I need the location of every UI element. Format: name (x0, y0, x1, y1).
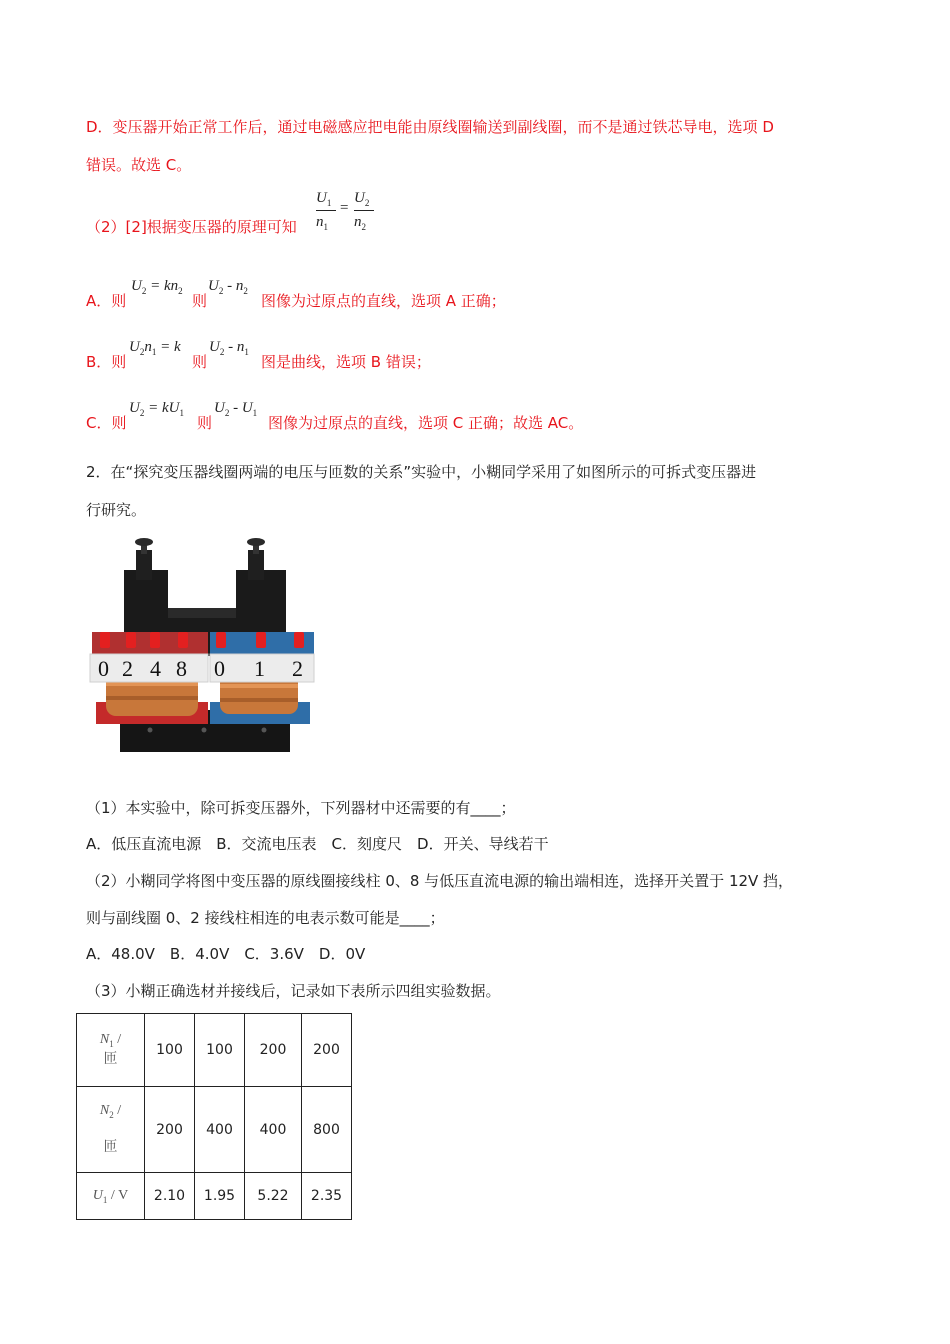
formula-a1: $U_2 = kn_2$ (131, 278, 183, 296)
solution-option-a-suffix: 图像为过原点的直线，选项 A 正确； (261, 292, 506, 310)
table-cell: 100 (145, 1014, 195, 1087)
table-cell: 100 (195, 1014, 245, 1087)
terminal-label-right-2: 2 (292, 656, 303, 681)
formula-c2: $U_2 - U_1$ (214, 400, 258, 418)
solution-option-b: B．则 (86, 353, 127, 371)
solution-d-line1: D．变压器开始正常工作后，通过电磁感应把电能由原线圈输送到副线圈，而不是通过铁芯导电，选项 D (86, 118, 774, 136)
table-cell: 800 (302, 1087, 352, 1173)
formula-a2: $U_2 - n_2$ (208, 278, 248, 296)
solution-part2-text: （2）[2]根据变压器的原理可知 (86, 218, 297, 236)
solution-option-b-suffix: 图是曲线，选项 B 错误； (261, 353, 431, 371)
question2-line2: 行研究。 (86, 501, 147, 519)
table-cell: 2.35 (302, 1173, 352, 1220)
transformer-image (88, 532, 320, 760)
terminal-label-left-2: 4 (150, 656, 161, 681)
terminal-label-right-1: 1 (254, 656, 265, 681)
equals-sign: = (340, 200, 349, 216)
table-row (77, 1173, 352, 1220)
sub-question-2-line1: （2）小糊同学将图中变压器的原线圈接线柱 0、8 与低压直流电源的输出端相连，选择开关置于 12V 挡， (86, 872, 794, 890)
solution-option-c: C．则 (86, 414, 127, 432)
sub-question-3: （3）小糊正确选材并接线后，记录如下表所示四组实验数据。 (86, 982, 501, 1000)
table-header-n2: $N_2$ / 匝 (77, 1087, 145, 1173)
solution-d-line2: 错误。故选 C。 (86, 156, 192, 174)
table-cell: 200 (245, 1014, 302, 1087)
sub-question-1-options: A．低压直流电源 B．交流电压表 C．刻度尺 D．开关、导线若干 (86, 835, 549, 853)
formula-b1: $U_2n_1 = k$ (129, 339, 181, 357)
sub-question-2-line2: 则与副线圈 0、2 接线柱相连的电表示数可能是____； (86, 909, 445, 927)
formula-c1: $U_2 = kU_1$ (129, 400, 184, 418)
sub-question-2-options: A．48.0V B．4.0V C．3.6V D．0V (86, 945, 366, 963)
formula-b2: $U_2 - n_1$ (209, 339, 249, 357)
table-cell: 200 (302, 1014, 352, 1087)
table-row (77, 1014, 352, 1087)
table-header-n1: $N_1$ / 匝 (77, 1014, 145, 1087)
solution-option-c-suffix: 图像为过原点的直线，选项 C 正确；故选 AC。 (268, 414, 584, 432)
solution-option-a-ze: 则 (192, 292, 208, 310)
solution-option-c-mid: 则 (197, 414, 213, 432)
question2-line1: 2．在“探究变压器线圈两端的电压与匝数的关系”实验中，小糊同学采用了如图所示的可拆式变压器进 (86, 463, 757, 481)
table-cell: 400 (245, 1087, 302, 1173)
sub-question-1: （1）本实验中，除可拆变压器外，下列器材中还需要的有____； (86, 799, 516, 817)
table-cell: 1.95 (195, 1173, 245, 1220)
table-row (77, 1087, 352, 1173)
table-cell: 400 (195, 1087, 245, 1173)
table-cell: 5.22 (245, 1173, 302, 1220)
solution-option-b-ze: 则 (192, 353, 208, 371)
table-cell: 2.10 (145, 1173, 195, 1220)
terminal-label-right-0: 0 (214, 656, 225, 681)
terminal-label-left-1: 2 (122, 656, 133, 681)
solution-option-a: A．则 (86, 292, 127, 310)
terminal-label-left-0: 0 (98, 656, 109, 681)
terminal-label-left-3: 8 (176, 656, 187, 681)
table-cell: 200 (145, 1087, 195, 1173)
table-header-u1: $U_1$ / V (77, 1173, 145, 1220)
data-table (76, 1013, 352, 1220)
